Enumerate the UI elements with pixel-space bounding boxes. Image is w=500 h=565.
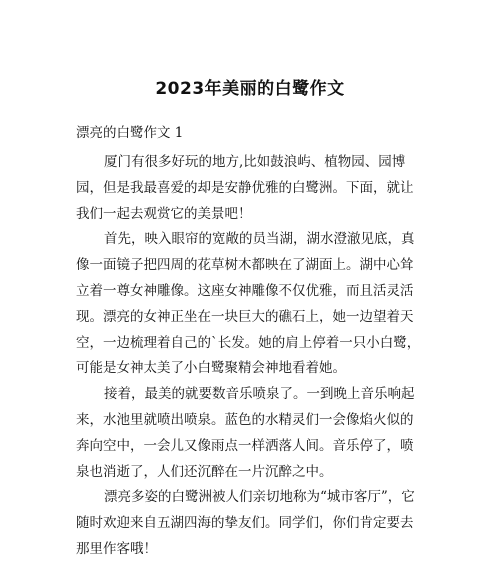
body-line: 现。漂亮的女神正坐在一块巨大的礁石上，她一边望着天 <box>76 308 414 325</box>
body-line: 首先，映入眼帘的宽敞的员当湖，湖水澄澈见底，真 <box>104 231 415 248</box>
body-line: 园，但是我最喜爱的却是安静优雅的白鹭洲。下面，就让 <box>76 179 414 196</box>
body-line: 接着，最美的就要数音乐喷泉了。一到晚上音乐响起 <box>104 386 415 403</box>
document-title: 2023年美丽的白鹭作文 <box>155 79 345 99</box>
body-line: 随时欢迎来自五湖四海的挚友们。同学们，你们肯定要去 <box>76 515 414 532</box>
body-line: 来，水池里就喷出喷泉。蓝色的水精灵们一会像焰火似的 <box>76 411 414 428</box>
body-line: 那里作客哦！ <box>76 540 157 557</box>
document-subtitle: 漂亮的白鹭作文 1 <box>76 125 184 141</box>
body-line: 漂亮多姿的白鹭洲被人们亲切地称为“城市客厅”，它 <box>104 489 415 506</box>
body-line: 奔向空中，一会儿又像雨点一样洒落人间。音乐停了，喷 <box>76 437 414 454</box>
body-line: 厦门有很多好玩的地方,比如鼓浪屿、植物园、园博 <box>104 154 406 170</box>
document-body <box>76 150 436 563</box>
body-line: 我们一起去观赏它的美景吧！ <box>76 205 252 222</box>
body-line: 泉也消逝了，人们还沉醉在一片沉醉之中。 <box>76 463 333 480</box>
body-line: 立着一尊女神雕像。这座女神雕像不仅优雅，而且活灵活 <box>76 282 414 299</box>
body-line: 空，一边梳理着自己的`长发。她的肩上停着一只小白鹭， <box>76 334 421 351</box>
body-line: 像一面镜子把四周的花草树木都映在了湖面上。湖中心耸 <box>76 257 414 274</box>
body-line: 可能是女神太美了小白鹭聚精会神地看着她。 <box>76 360 346 377</box>
